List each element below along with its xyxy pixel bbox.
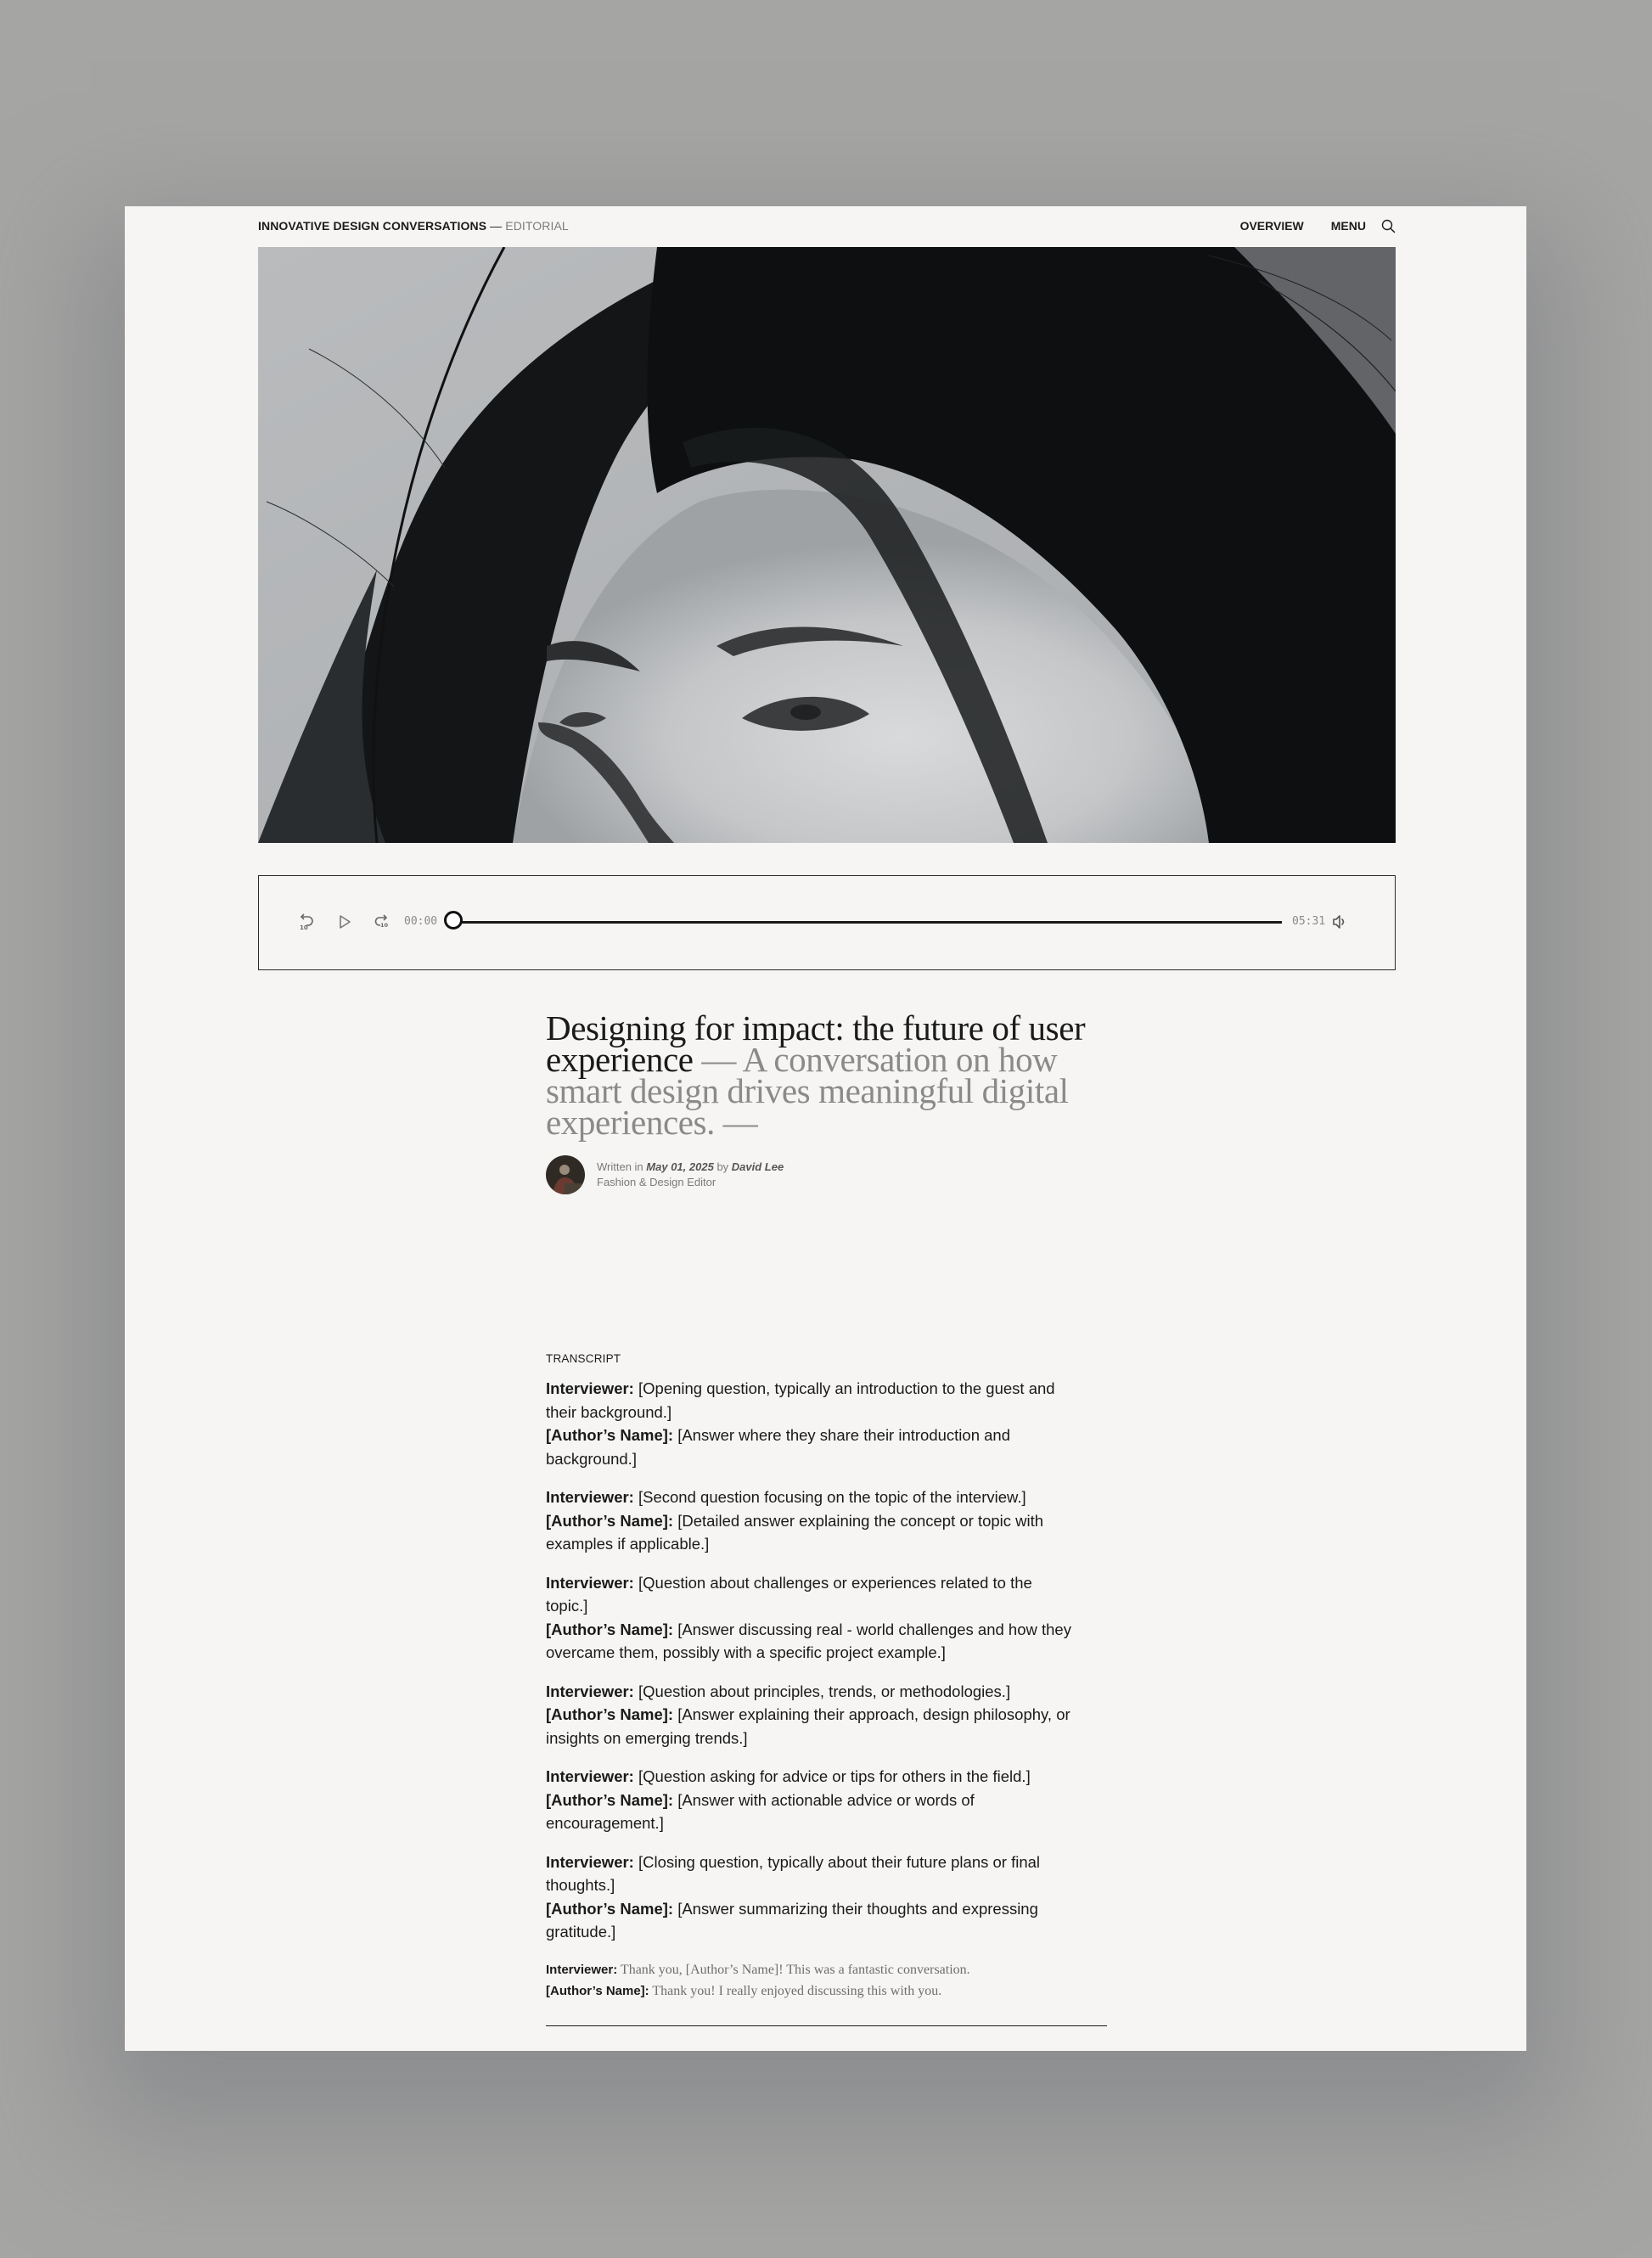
- question: [546, 1851, 1072, 1897]
- forward-10-icon[interactable]: [371, 912, 391, 932]
- transcript-label: TRANSCRIPT: [546, 1352, 621, 1365]
- play-icon[interactable]: [334, 912, 355, 932]
- speaker-author: [Author’s Name]:: [546, 1511, 674, 1530]
- speaker-interviewer: Interviewer:: [546, 1767, 634, 1785]
- question: [546, 1377, 1072, 1424]
- transcript-block: [546, 1377, 1072, 1470]
- answer-text: [Answer explaining their approach, design philosophy, or insights on emerging trends.]: [546, 1705, 1070, 1747]
- question-text: [Question asking for advice or tips for others in the field.]: [633, 1767, 1031, 1785]
- speaker-interviewer: Interviewer:: [546, 1488, 634, 1506]
- nav-menu-button[interactable]: MENU: [1330, 219, 1366, 233]
- transcript-block: [546, 1486, 1072, 1556]
- section-divider: [546, 2025, 1107, 2026]
- speaker-interviewer: Interviewer:: [546, 1852, 634, 1871]
- answer: [546, 1424, 1072, 1470]
- answer: [546, 1980, 1072, 2002]
- author-avatar[interactable]: [546, 1155, 585, 1194]
- svg-text:10: 10: [300, 924, 308, 931]
- answer: [546, 1509, 1072, 1556]
- transcript-block: [546, 1851, 1072, 1944]
- brand-title: INNOVATIVE DESIGN CONVERSATIONS: [258, 219, 487, 233]
- answer: [546, 1789, 1072, 1835]
- svg-text:10: 10: [380, 922, 389, 929]
- speaker-author: [Author’s Name]:: [546, 1620, 674, 1638]
- written-in-label: Written in: [597, 1160, 643, 1173]
- brand-separator: —: [490, 219, 503, 233]
- progress-thumb[interactable]: [444, 911, 463, 930]
- question-text: [Question about principles, trends, or methodologies.]: [633, 1682, 1011, 1700]
- brand-section: EDITORIAL: [505, 219, 569, 233]
- nav-overview-link[interactable]: OVERVIEW: [1239, 219, 1304, 233]
- answer-text: Thank you! I really enjoyed discussing this with you.: [649, 1983, 942, 1998]
- answer-text: [Answer summarizing their thoughts and expressing gratitude.]: [546, 1899, 1038, 1941]
- question-text: [Question about challenges or experiences related to the topic.]: [546, 1573, 1032, 1615]
- transcript-block: [546, 1571, 1072, 1665]
- speaker-author: [Author’s Name]:: [546, 1790, 674, 1809]
- author-role: Fashion & Design Editor: [597, 1176, 716, 1188]
- question: [546, 1486, 1072, 1509]
- current-time: 00:00: [404, 915, 438, 928]
- volume-icon[interactable]: [1329, 912, 1350, 932]
- publish-date: May 01, 2025: [646, 1160, 714, 1173]
- answer: [546, 1618, 1072, 1665]
- title-subtitle: — A conversation on how smart design drives meaningful digital experiences. —: [546, 1040, 1069, 1142]
- site-brand[interactable]: [258, 219, 569, 233]
- question-text: [Second question focusing on the topic of the interview.]: [633, 1488, 1026, 1506]
- transcript-closing: [546, 1959, 1072, 2002]
- speaker-interviewer: Interviewer:: [546, 1379, 634, 1397]
- question: [546, 1959, 1072, 1980]
- top-navigation: [258, 215, 1396, 237]
- answer-text: [Answer where they share their introduction and background.]: [546, 1426, 1010, 1468]
- byline-line: [597, 1160, 784, 1175]
- title-main: Designing for impact: the future of user experience: [546, 1008, 1086, 1079]
- rewind-10-icon[interactable]: [296, 912, 317, 932]
- hero-image: [258, 247, 1396, 843]
- search-icon[interactable]: [1381, 219, 1396, 233]
- transcript: [546, 1352, 1072, 2017]
- speaker-interviewer: Interviewer:: [546, 1573, 634, 1592]
- byline-meta: [597, 1160, 784, 1190]
- question-text: [Closing question, typically about their future plans or final thoughts.]: [546, 1852, 1041, 1894]
- transcript-block: [546, 1680, 1072, 1750]
- duration: 05:31: [1292, 915, 1326, 928]
- article-title: [546, 1008, 1115, 1142]
- speaker-interviewer: Interviewer:: [546, 1962, 618, 1977]
- speaker-author: [Author’s Name]:: [546, 1426, 674, 1444]
- answer: [546, 1703, 1072, 1750]
- nav-links: [1240, 219, 1396, 233]
- speaker-author: [Author’s Name]:: [546, 1705, 674, 1723]
- question: [546, 1571, 1072, 1618]
- answer-text: [Answer discussing real - world challenges and how they overcame them, possibly with a specific project example.]: [546, 1620, 1071, 1661]
- answer: [546, 1897, 1072, 1944]
- question-text: Thank you, [Author’s Name]! This was a fantastic conversation.: [617, 1962, 970, 1977]
- answer-text: [Detailed answer explaining the concept or topic with examples if applicable.]: [546, 1511, 1044, 1553]
- page-card: [125, 206, 1526, 2051]
- progress-bar[interactable]: [453, 921, 1282, 924]
- speaker-interviewer: Interviewer:: [546, 1682, 634, 1700]
- speaker-author: [Author’s Name]:: [546, 1983, 649, 1998]
- byline: [546, 1155, 1115, 1194]
- audio-player: [258, 875, 1396, 970]
- question: [546, 1680, 1072, 1704]
- speaker-author: [Author’s Name]:: [546, 1899, 674, 1918]
- author-name[interactable]: David Lee: [731, 1160, 784, 1173]
- by-label: by: [716, 1160, 729, 1173]
- question: [546, 1765, 1072, 1789]
- transcript-block: [546, 1765, 1072, 1835]
- answer-text: [Answer with actionable advice or words of encouragement.]: [546, 1790, 975, 1832]
- question-text: [Opening question, typically an introduction to the guest and their background.]: [546, 1379, 1055, 1421]
- article-header: [546, 1008, 1115, 1194]
